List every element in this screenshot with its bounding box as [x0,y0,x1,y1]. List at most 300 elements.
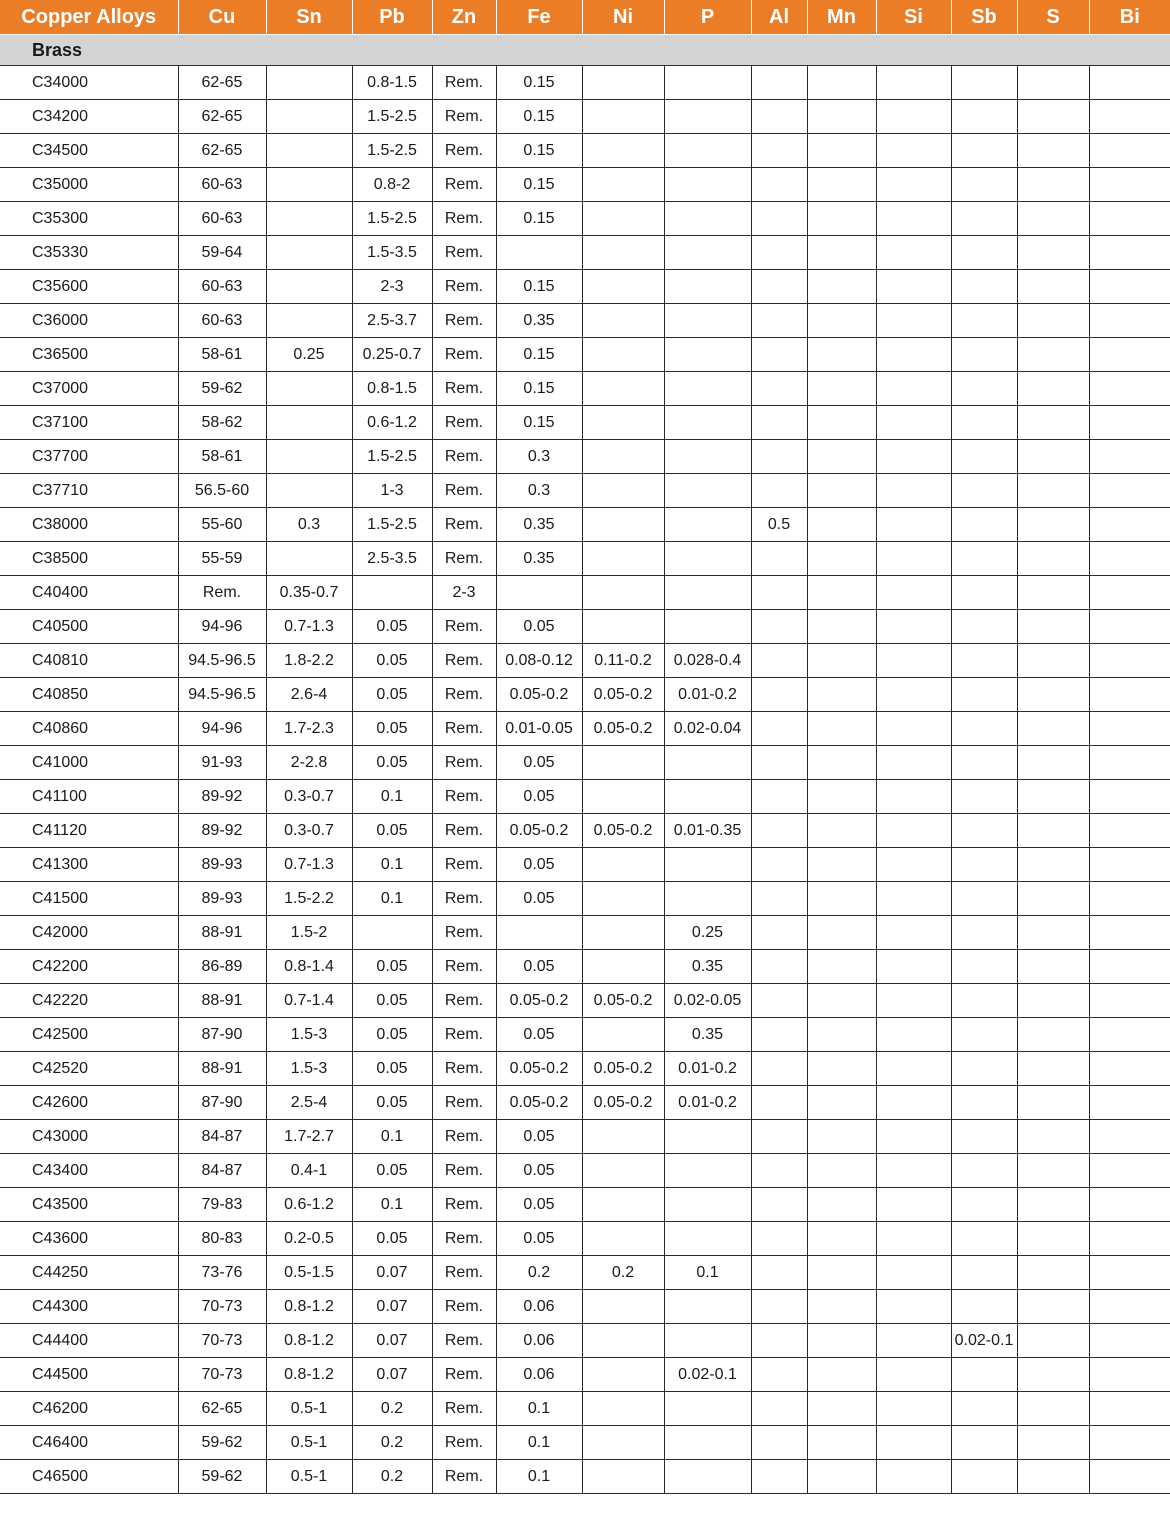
composition-cell-p: 0.028-0.4 [664,644,751,678]
composition-cell-ni: 0.05-0.2 [582,1086,664,1120]
alloy-code-cell: C43600 [0,1222,178,1256]
alloy-code-cell: C46400 [0,1426,178,1460]
composition-cell-p [664,440,751,474]
composition-cell-p [664,406,751,440]
composition-cell-zn: Rem. [432,814,496,848]
composition-cell-si [876,474,951,508]
composition-cell-sn [266,372,352,406]
composition-cell-bi [1089,474,1170,508]
composition-cell-sb [951,1392,1017,1426]
composition-cell-zn: Rem. [432,168,496,202]
composition-cell-sb [951,814,1017,848]
composition-cell-fe: 0.05 [496,1188,582,1222]
composition-cell-s [1017,848,1089,882]
composition-cell-mn [807,916,876,950]
composition-cell-si [876,236,951,270]
composition-cell-s [1017,644,1089,678]
composition-cell-mn [807,746,876,780]
composition-cell-bi [1089,1120,1170,1154]
composition-cell-mn [807,1052,876,1086]
composition-cell-mn [807,848,876,882]
composition-cell-p [664,474,751,508]
composition-cell-fe [496,916,582,950]
composition-cell-pb: 0.1 [352,1120,432,1154]
composition-cell-bi [1089,1018,1170,1052]
composition-cell-zn: Rem. [432,1222,496,1256]
table-row [0,202,1170,236]
alloy-code-cell: C35000 [0,168,178,202]
composition-cell-s [1017,1120,1089,1154]
composition-cell-mn [807,1426,876,1460]
composition-cell-fe: 0.15 [496,168,582,202]
composition-cell-fe: 0.35 [496,542,582,576]
alloy-code-cell: C41300 [0,848,178,882]
composition-cell-sb [951,1222,1017,1256]
composition-cell-bi [1089,814,1170,848]
composition-cell-zn: Rem. [432,848,496,882]
composition-cell-al [751,712,807,746]
composition-cell-fe: 0.15 [496,202,582,236]
composition-cell-bi [1089,644,1170,678]
composition-cell-al [751,1324,807,1358]
composition-cell-mn [807,1154,876,1188]
composition-cell-zn: Rem. [432,950,496,984]
alloy-code-cell: C34200 [0,100,178,134]
composition-cell-pb: 0.07 [352,1358,432,1392]
composition-cell-p [664,882,751,916]
header-row [0,0,1170,35]
composition-cell-s [1017,916,1089,950]
composition-cell-ni [582,1290,664,1324]
composition-cell-bi [1089,1086,1170,1120]
composition-cell-mn [807,202,876,236]
composition-cell-p [664,1324,751,1358]
composition-cell-si [876,66,951,100]
composition-cell-fe: 0.05 [496,1222,582,1256]
table-row [0,780,1170,814]
composition-cell-si [876,134,951,168]
composition-cell-p [664,100,751,134]
composition-cell-ni [582,474,664,508]
column-header-sb: Sb [951,0,1017,35]
composition-cell-al [751,270,807,304]
table-row [0,236,1170,270]
alloy-code-cell: C36000 [0,304,178,338]
composition-cell-zn: Rem. [432,678,496,712]
composition-cell-bi [1089,610,1170,644]
composition-cell-zn: Rem. [432,1154,496,1188]
composition-cell-s [1017,1188,1089,1222]
composition-cell-sn: 2-2.8 [266,746,352,780]
composition-cell-bi [1089,236,1170,270]
table-row [0,1324,1170,1358]
composition-cell-si [876,848,951,882]
composition-cell-fe: 0.05 [496,1018,582,1052]
composition-cell-sn: 0.5-1.5 [266,1256,352,1290]
composition-cell-ni [582,372,664,406]
composition-cell-al [751,950,807,984]
table-row [0,542,1170,576]
table-row [0,1086,1170,1120]
composition-cell-zn: Rem. [432,780,496,814]
composition-cell-fe: 0.06 [496,1358,582,1392]
composition-cell-ni [582,440,664,474]
composition-cell-pb: 1.5-2.5 [352,134,432,168]
composition-cell-cu: 59-62 [178,372,266,406]
composition-cell-sb [951,610,1017,644]
composition-cell-zn: Rem. [432,1086,496,1120]
composition-cell-pb: 0.05 [352,712,432,746]
composition-cell-al [751,168,807,202]
composition-cell-s [1017,1222,1089,1256]
composition-cell-zn: Rem. [432,236,496,270]
alloy-code-cell: C42220 [0,984,178,1018]
composition-cell-al [751,134,807,168]
composition-cell-sb [951,1460,1017,1494]
composition-cell-sb [951,270,1017,304]
composition-cell-ni [582,542,664,576]
composition-cell-s [1017,1290,1089,1324]
composition-cell-ni [582,916,664,950]
composition-cell-zn: Rem. [432,1052,496,1086]
composition-cell-p [664,848,751,882]
composition-cell-ni [582,1324,664,1358]
composition-cell-pb: 0.07 [352,1324,432,1358]
composition-cell-bi [1089,1052,1170,1086]
composition-cell-al [751,644,807,678]
composition-cell-sn [266,542,352,576]
composition-cell-mn [807,644,876,678]
composition-cell-bi [1089,406,1170,440]
composition-cell-sn: 0.35-0.7 [266,576,352,610]
composition-cell-ni: 0.11-0.2 [582,644,664,678]
composition-cell-si [876,372,951,406]
composition-cell-sn: 0.6-1.2 [266,1188,352,1222]
composition-cell-pb: 1.5-2.5 [352,440,432,474]
composition-cell-s [1017,1018,1089,1052]
alloy-code-cell: C35330 [0,236,178,270]
composition-cell-p [664,508,751,542]
table-row [0,338,1170,372]
alloy-code-cell: C41000 [0,746,178,780]
composition-cell-ni [582,780,664,814]
composition-cell-sn: 1.8-2.2 [266,644,352,678]
composition-cell-pb: 0.05 [352,644,432,678]
composition-cell-pb: 0.8-1.5 [352,66,432,100]
composition-cell-zn: Rem. [432,984,496,1018]
composition-cell-si [876,338,951,372]
composition-cell-cu: 73-76 [178,1256,266,1290]
table-row [0,644,1170,678]
composition-cell-p: 0.01-0.2 [664,1086,751,1120]
composition-cell-fe: 0.15 [496,134,582,168]
composition-cell-p [664,1222,751,1256]
composition-cell-zn: Rem. [432,746,496,780]
alloy-code-cell: C40860 [0,712,178,746]
composition-cell-sb [951,984,1017,1018]
composition-cell-pb: 0.05 [352,1052,432,1086]
composition-cell-cu: 88-91 [178,1052,266,1086]
composition-cell-pb: 0.05 [352,610,432,644]
composition-cell-cu: 89-92 [178,780,266,814]
composition-cell-si [876,508,951,542]
composition-cell-sn: 0.7-1.4 [266,984,352,1018]
alloy-code-cell: C40810 [0,644,178,678]
composition-cell-si [876,1460,951,1494]
alloy-code-cell: C43500 [0,1188,178,1222]
composition-cell-pb: 0.05 [352,1018,432,1052]
composition-cell-sn [266,168,352,202]
composition-cell-bi [1089,270,1170,304]
composition-cell-mn [807,66,876,100]
table-row [0,372,1170,406]
composition-cell-s [1017,610,1089,644]
composition-cell-fe: 0.05 [496,780,582,814]
composition-cell-bi [1089,1188,1170,1222]
composition-cell-s [1017,1086,1089,1120]
composition-cell-al [751,66,807,100]
composition-cell-sb [951,848,1017,882]
table-row [0,304,1170,338]
composition-cell-s [1017,984,1089,1018]
composition-cell-s [1017,542,1089,576]
composition-cell-p: 0.01-0.2 [664,678,751,712]
composition-cell-sb [951,1120,1017,1154]
composition-cell-s [1017,1460,1089,1494]
alloy-code-cell: C36500 [0,338,178,372]
composition-cell-ni: 0.05-0.2 [582,1052,664,1086]
composition-cell-ni [582,1358,664,1392]
composition-cell-sn: 0.7-1.3 [266,848,352,882]
composition-cell-ni [582,746,664,780]
composition-cell-mn [807,1222,876,1256]
composition-cell-cu: 60-63 [178,202,266,236]
composition-cell-p [664,236,751,270]
composition-cell-p [664,1154,751,1188]
composition-cell-al [751,236,807,270]
alloy-code-cell: C44500 [0,1358,178,1392]
composition-cell-al [751,746,807,780]
composition-cell-ni [582,1222,664,1256]
composition-cell-mn [807,610,876,644]
composition-cell-pb: 0.25-0.7 [352,338,432,372]
composition-cell-cu: 56.5-60 [178,474,266,508]
composition-cell-fe: 0.05 [496,848,582,882]
table-row [0,984,1170,1018]
composition-cell-p: 0.35 [664,1018,751,1052]
column-header-s: S [1017,0,1089,35]
composition-cell-fe: 0.05-0.2 [496,1052,582,1086]
composition-cell-ni [582,1018,664,1052]
composition-cell-al [751,610,807,644]
composition-cell-sb [951,134,1017,168]
composition-cell-sn: 1.5-3 [266,1018,352,1052]
composition-cell-ni [582,610,664,644]
composition-cell-si [876,1358,951,1392]
composition-cell-cu: 55-59 [178,542,266,576]
composition-cell-sn: 2.6-4 [266,678,352,712]
composition-cell-fe: 0.3 [496,440,582,474]
composition-cell-mn [807,1086,876,1120]
composition-cell-zn: Rem. [432,372,496,406]
composition-cell-cu: 58-61 [178,338,266,372]
composition-cell-cu: 70-73 [178,1324,266,1358]
composition-cell-zn: Rem. [432,1358,496,1392]
table-row [0,1256,1170,1290]
composition-cell-zn: Rem. [432,474,496,508]
composition-cell-bi [1089,100,1170,134]
table-row [0,1052,1170,1086]
composition-cell-fe: 0.15 [496,338,582,372]
composition-cell-sb [951,474,1017,508]
table-row [0,576,1170,610]
composition-cell-sn: 1.7-2.7 [266,1120,352,1154]
column-header-fe: Fe [496,0,582,35]
composition-cell-zn: Rem. [432,134,496,168]
composition-cell-sn: 1.5-2.2 [266,882,352,916]
composition-cell-sn: 1.5-2 [266,916,352,950]
composition-cell-p [664,270,751,304]
composition-cell-zn: Rem. [432,202,496,236]
composition-cell-mn [807,474,876,508]
composition-cell-cu: 62-65 [178,1392,266,1426]
composition-cell-sb [951,644,1017,678]
alloy-code-cell: C42500 [0,1018,178,1052]
composition-cell-sn [266,66,352,100]
composition-cell-sn [266,474,352,508]
composition-cell-mn [807,1120,876,1154]
composition-cell-p: 0.02-0.1 [664,1358,751,1392]
composition-cell-sn: 0.8-1.4 [266,950,352,984]
composition-cell-si [876,780,951,814]
composition-cell-p [664,610,751,644]
column-header-alloy: Copper Alloys [0,0,178,35]
composition-cell-ni [582,202,664,236]
composition-cell-s [1017,304,1089,338]
composition-cell-zn: Rem. [432,270,496,304]
composition-cell-al [751,304,807,338]
composition-cell-bi [1089,678,1170,712]
composition-cell-sn [266,236,352,270]
composition-cell-al [751,1426,807,1460]
composition-cell-p [664,304,751,338]
composition-cell-ni [582,508,664,542]
composition-cell-sb [951,202,1017,236]
composition-cell-mn [807,1358,876,1392]
composition-cell-zn: Rem. [432,1120,496,1154]
composition-cell-sn: 0.7-1.3 [266,610,352,644]
table-row [0,66,1170,100]
composition-cell-cu: 80-83 [178,1222,266,1256]
composition-cell-sb [951,304,1017,338]
composition-cell-pb: 2.5-3.5 [352,542,432,576]
composition-cell-mn [807,780,876,814]
composition-cell-sb [951,1154,1017,1188]
composition-cell-ni [582,100,664,134]
composition-cell-mn [807,1188,876,1222]
composition-cell-si [876,1018,951,1052]
composition-cell-ni [582,270,664,304]
table-row [0,1426,1170,1460]
alloy-code-cell: C42000 [0,916,178,950]
composition-cell-p: 0.02-0.05 [664,984,751,1018]
composition-cell-pb: 0.05 [352,1154,432,1188]
composition-cell-cu: 79-83 [178,1188,266,1222]
composition-cell-bi [1089,440,1170,474]
composition-cell-fe: 0.06 [496,1324,582,1358]
composition-cell-cu: 62-65 [178,100,266,134]
composition-cell-cu: 59-64 [178,236,266,270]
composition-cell-sb [951,1188,1017,1222]
table-row [0,1120,1170,1154]
composition-cell-zn: Rem. [432,916,496,950]
table-row [0,508,1170,542]
composition-cell-cu: 60-63 [178,304,266,338]
composition-cell-ni [582,338,664,372]
composition-cell-mn [807,1290,876,1324]
composition-cell-sb [951,1426,1017,1460]
composition-cell-mn [807,882,876,916]
composition-cell-ni [582,134,664,168]
composition-cell-pb: 0.2 [352,1460,432,1494]
composition-cell-zn: Rem. [432,304,496,338]
alloy-code-cell: C37710 [0,474,178,508]
composition-cell-sn: 0.2-0.5 [266,1222,352,1256]
composition-cell-zn: Rem. [432,1392,496,1426]
composition-cell-si [876,610,951,644]
composition-cell-bi [1089,66,1170,100]
composition-cell-mn [807,678,876,712]
alloy-code-cell: C35600 [0,270,178,304]
composition-cell-s [1017,406,1089,440]
composition-cell-ni: 0.05-0.2 [582,984,664,1018]
composition-cell-fe: 0.05-0.2 [496,1086,582,1120]
composition-cell-al [751,100,807,134]
composition-cell-cu: 94-96 [178,610,266,644]
composition-cell-ni [582,236,664,270]
composition-cell-sb [951,1358,1017,1392]
column-header-zn: Zn [432,0,496,35]
composition-cell-pb: 0.8-1.5 [352,372,432,406]
composition-cell-ni [582,848,664,882]
composition-cell-pb [352,916,432,950]
composition-cell-sn: 0.25 [266,338,352,372]
composition-cell-cu: 89-93 [178,848,266,882]
composition-cell-sb [951,950,1017,984]
composition-cell-zn: Rem. [432,406,496,440]
composition-cell-fe: 0.35 [496,304,582,338]
composition-cell-p: 0.02-0.04 [664,712,751,746]
composition-cell-al [751,440,807,474]
composition-cell-bi [1089,780,1170,814]
alloy-code-cell: C34500 [0,134,178,168]
composition-cell-mn [807,372,876,406]
composition-cell-p [664,202,751,236]
composition-cell-pb [352,576,432,610]
composition-cell-mn [807,236,876,270]
composition-cell-sn: 0.8-1.2 [266,1358,352,1392]
table-row [0,882,1170,916]
composition-cell-fe: 0.1 [496,1426,582,1460]
composition-cell-al [751,1358,807,1392]
alloy-code-cell: C37000 [0,372,178,406]
composition-cell-fe: 0.15 [496,100,582,134]
composition-cell-s [1017,474,1089,508]
composition-cell-si [876,882,951,916]
composition-cell-s [1017,576,1089,610]
composition-cell-al [751,338,807,372]
composition-cell-si [876,916,951,950]
